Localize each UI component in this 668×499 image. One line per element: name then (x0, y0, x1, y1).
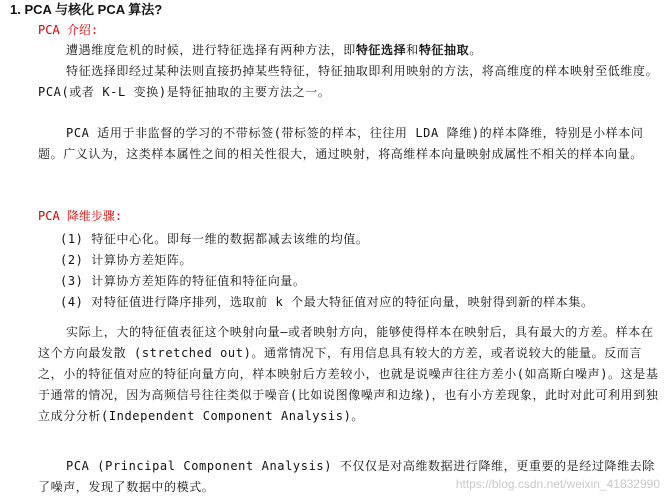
section-heading-intro: PCA 介绍: (38, 23, 99, 37)
paragraph-selection-vs-extraction (38, 61, 660, 103)
section-heading-steps: PCA 降维步骤: (38, 209, 123, 223)
term-feature-selection: 特征选择 (355, 43, 407, 57)
p3-text: PCA 适用于非监督的学习的不带标签(带标签的样本，往往用 LDA 降维)的样本降维，特别是小样本问题。广义认为，这类样本属性之间的相关性很大，通过映射，将高维样本向量映射成属性不相关的样本向量。 (38, 126, 644, 161)
step-item: (2) 计算协方差矩阵。 (60, 253, 193, 267)
term-feature-extraction: 特征抽取 (418, 43, 470, 57)
step-item: (1) 特征中心化。即每一维的数据都减去该维的均值。 (60, 232, 369, 246)
p4-text: 实际上，大的特征值表征这个映射向量—或者映射方向，能够使得样本在映射后，具有最大的方差。样本在这个方向最发散 (stretched out)。通常情况下，有用信息具有较大的方差，或者说较大的能量。反而言之，小的特征值对应的特征向量方向，样本映射后方差较小，也就是说噪声往往方差小(如高斯白噪声)。这是基于通常的情况，因为高频信号往往类似于噪音(比如说图像噪声和边缘)，也有小方差现象，此时对此可利用到独立成分分析(Independent Component Analysis)。 (38, 325, 659, 423)
question-title: 1. PCA 与核化 PCA 算法? (10, 2, 163, 17)
paragraph-pca-usage (38, 123, 660, 165)
p2-text: 特征选择即经过某种法则直接扔掉某些特征，特征抽取即利用映射的方法，将高维度的样本映射至低维度。PCA(或者 K-L 变换)是特征抽取的主要方法之一。 (38, 64, 659, 99)
paragraph-feature-methods (38, 40, 660, 61)
p1-before: 遭遇维度危机的时候，进行特征选择有两种方法，即 (66, 43, 356, 57)
step-item: (4) 对特征值进行降序排列，选取前 k 个最大特征值对应的特征向量，映射得到新的样本集。 (60, 295, 594, 309)
p1-mid: 和 (406, 43, 419, 57)
step-item: (3) 计算协方差矩阵的特征值和特征向量。 (60, 274, 306, 288)
watermark: https://blog.csdn.net/weixin_41832990 (455, 477, 660, 491)
steps-list (60, 229, 594, 313)
p5-text: PCA (Principal Component Analysis) 不仅仅是对高维数据进行降维，更重要的是经过降维去除了噪声，发现了数据中的模式。 (38, 459, 655, 494)
p1-after: 。 (469, 43, 482, 57)
paragraph-eigenvalue-meaning (38, 322, 660, 427)
